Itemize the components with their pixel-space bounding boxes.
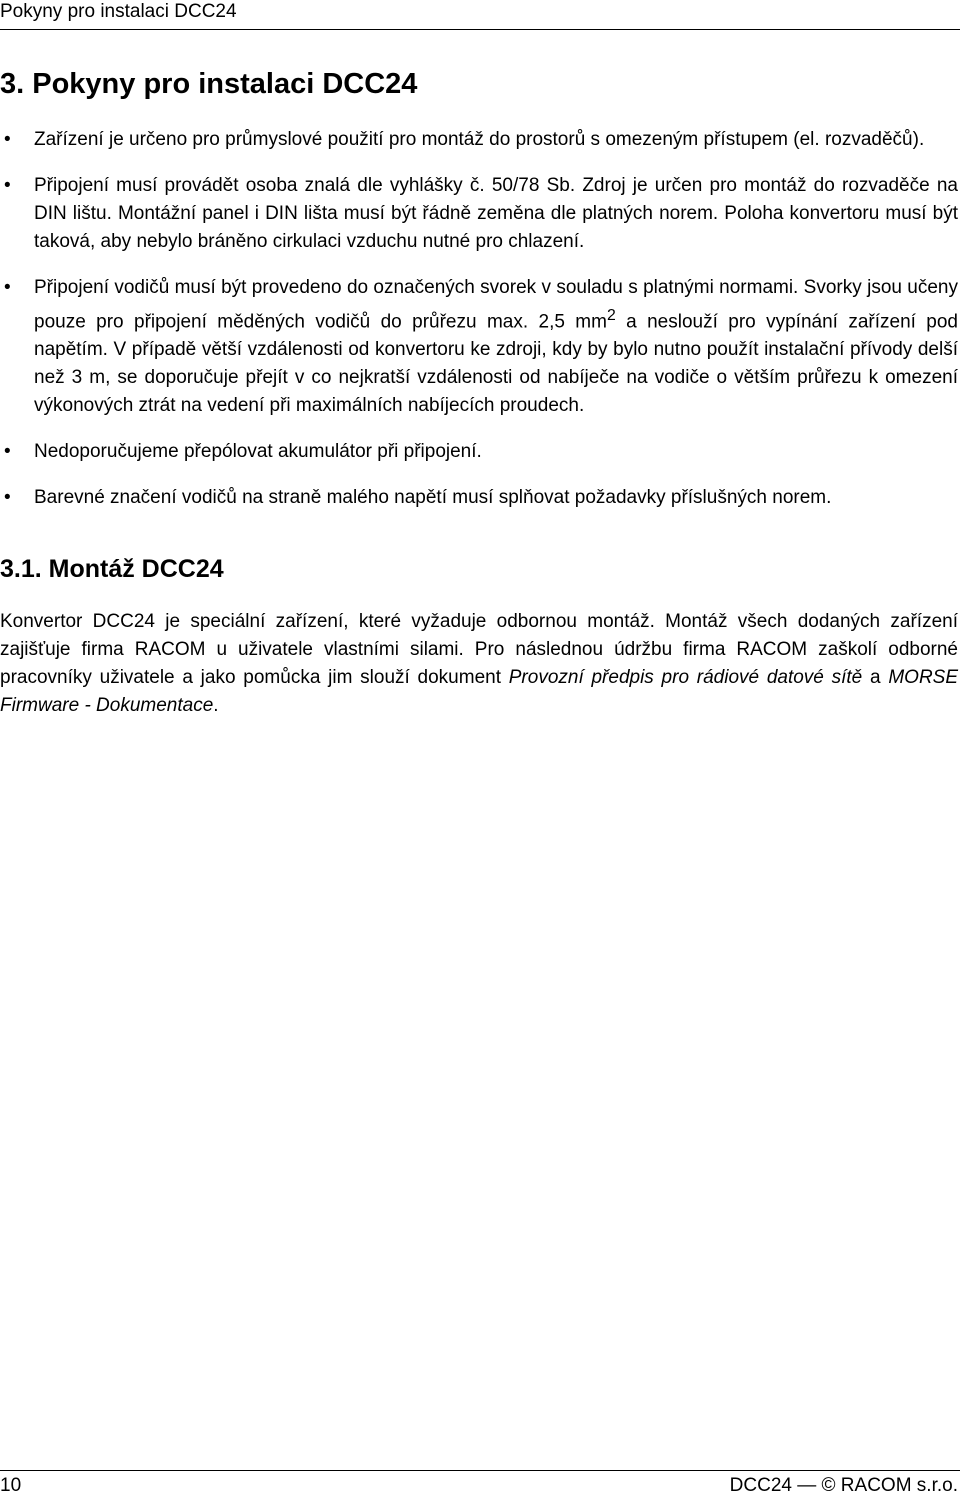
footer-doc-ref: DCC24 — © RACOM s.r.o.	[729, 1475, 958, 1496]
bullet-icon: •	[4, 441, 11, 463]
bullet-icon: •	[4, 129, 11, 150]
bullet-icon: •	[4, 487, 11, 509]
page-number: 10	[0, 1475, 22, 1496]
para-text-2: a	[862, 667, 889, 688]
document-title-morse-firmware: MORSE Firmware - Dokumentace	[0, 667, 959, 716]
running-header	[0, 0, 960, 30]
running-header-title: Pokyny pro instalaci DCC24	[0, 1, 237, 22]
body-paragraph	[0, 608, 958, 720]
subsection-heading: 3.1. Montáž DCC24	[0, 555, 224, 583]
list-item	[0, 484, 958, 512]
bullet-list	[0, 126, 960, 530]
list-item-text: Barevné značení vodičů na straně malého napětí musí splňovat požadavky příslušných norem.	[34, 487, 832, 509]
superscript: 2	[606, 307, 616, 324]
list-item-text: Zařízení je určeno pro průmyslové použití pro montáž do prostorů s omezeným přístupem (el. rozvaděčů).	[34, 129, 925, 150]
list-item	[0, 172, 958, 256]
list-item	[0, 438, 958, 466]
bullet-icon: •	[4, 277, 11, 298]
running-footer	[0, 1470, 960, 1497]
bullet-icon: •	[4, 175, 11, 196]
para-text-1: Konvertor DCC24 je speciální zařízení, které vyžaduje odbornou montáž. Montáž všech dodaných zařízení zajišťuje firma RACOM u uživatele vlastními silami. Pro následnou údržbu firma RACOM zaškolí odborné pracovníky uživatele a jako pomůcka jim slouží dokument	[0, 611, 958, 688]
section-heading: 3. Pokyny pro instalaci DCC24	[0, 68, 418, 100]
list-item-text: Připojení vodičů musí být provedeno do označených svorek v souladu s platnými normami. Svorky jsou učeny pouze pro připojení měděných vodičů do průřezu max. 2,5 mm	[34, 277, 958, 333]
document-title-operating-rules: Provozní předpis pro rádiové datové sítě	[508, 667, 863, 688]
list-item	[0, 274, 958, 420]
para-text-3: .	[213, 695, 219, 716]
list-item-text: Připojení musí provádět osoba znalá dle vyhlášky č. 50/78 Sb. Zdroj je určen pro montáž do rozvaděče na DIN lištu. Montážní panel i DIN lišta musí být řádně zeměna dle platných norem. Poloha konvertoru musí být taková, aby nebylo bráněno cirkulaci vzduchu nutné pro chlazení.	[34, 175, 958, 252]
list-item-text: Nedoporučujeme přepólovat akumulátor při připojení.	[34, 441, 482, 463]
list-item-text-cont: a neslouží pro vypínání zařízení pod napětím. V případě větší vzdálenosti od konvertoru ke zdroji, kdy by bylo nutno použít instalační přívody delší než 3 m, se doporučuje přejít v co nejkratší vzdálenosti od nabíječe na vodiče o větším průřezu k omezení výkonových ztrát na vedení při maximálních nabíjecích proudech.	[34, 311, 958, 417]
list-item	[0, 126, 958, 154]
